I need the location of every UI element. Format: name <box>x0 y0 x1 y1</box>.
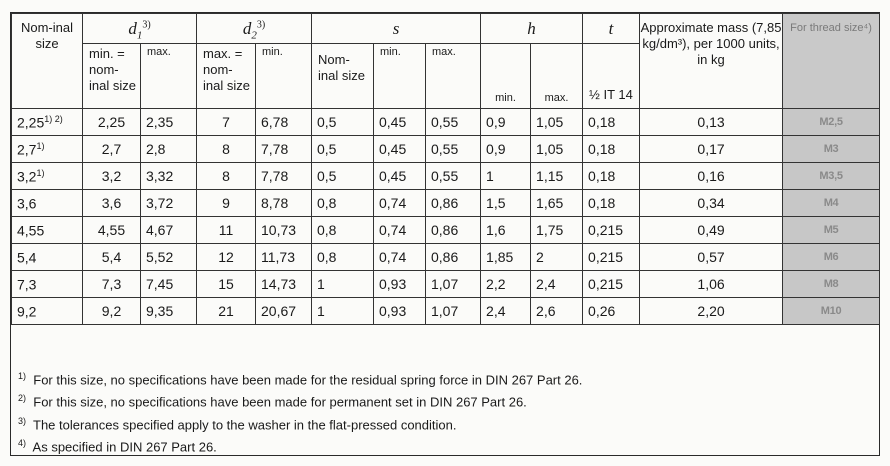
cell-mass: 0,17 <box>640 136 783 163</box>
cell-s-max: 1,07 <box>426 298 481 325</box>
cell-mass: 0,57 <box>640 244 783 271</box>
header-s-max: max. <box>426 44 481 109</box>
cell-d1-min: 3,6 <box>83 190 141 217</box>
cell-h-max: 1,05 <box>531 136 583 163</box>
cell-mass: 1,06 <box>640 271 783 298</box>
cell-t: 0,18 <box>583 163 640 190</box>
header-approximate-mass: Approximate mass (7,85 kg/dm³), per 1000 units, in kg <box>640 14 783 109</box>
table-row <box>12 163 880 190</box>
cell-s-max: 0,55 <box>426 163 481 190</box>
cell-t: 0,18 <box>583 109 640 136</box>
cell-thread-size: M4 <box>783 190 880 217</box>
cell-h-max: 1,75 <box>531 217 583 244</box>
cell-h-min: 2,4 <box>481 298 531 325</box>
cell-d1-max: 2,35 <box>141 109 197 136</box>
cell-d1-max: 3,32 <box>141 163 197 190</box>
footnote-2: $^{2)}$ For this size, no specifications have been made for permanent set in DIN 267 Part 26. <box>18 393 527 410</box>
cell-thread-size: M8 <box>783 271 880 298</box>
cell-mass: 0,34 <box>640 190 783 217</box>
cell-mass: 0,49 <box>640 217 783 244</box>
cell-s-nominal: 0,8 <box>312 190 374 217</box>
table-row <box>12 298 880 325</box>
cell-d1-min: 2,7 <box>83 136 141 163</box>
cell-t: 0,215 <box>583 217 640 244</box>
cell-d2-max: 8 <box>197 163 256 190</box>
cell-mass: 2,20 <box>640 298 783 325</box>
table-row <box>12 217 880 244</box>
table-row <box>12 244 880 271</box>
header-h: h <box>481 14 583 44</box>
washer-dimensions-table <box>11 13 880 325</box>
cell-d2-max: 15 <box>197 271 256 298</box>
cell-thread-size: M3,5 <box>783 163 880 190</box>
cell-s-nominal: 0,5 <box>312 163 374 190</box>
cell-s-max: 0,55 <box>426 136 481 163</box>
cell-s-min: 0,45 <box>374 109 426 136</box>
cell-h-min: 1 <box>481 163 531 190</box>
cell-s-nominal: 0,8 <box>312 217 374 244</box>
footnote-3: $^{3)}$ The tolerances specified apply to the washer in the flat-pressed condition. <box>18 415 457 432</box>
cell-h-max: 2,4 <box>531 271 583 298</box>
cell-s-nominal: 1 <box>312 298 374 325</box>
cell-d2-min: 8,78 <box>256 190 312 217</box>
header-d1: $d_1^{3)}$ <box>83 14 197 44</box>
header-d2-min: min. <box>256 44 312 109</box>
cell-d2-max: 7 <box>197 109 256 136</box>
cell-thread-size: M6 <box>783 244 880 271</box>
cell-thread-size: M3 <box>783 136 880 163</box>
cell-h-min: 0,9 <box>481 136 531 163</box>
cell-h-min: 1,85 <box>481 244 531 271</box>
header-t: t <box>583 14 640 44</box>
cell-nominal-size: 4,55 <box>12 217 83 244</box>
table-row <box>12 190 880 217</box>
cell-t: 0,215 <box>583 244 640 271</box>
cell-s-min: 0,74 <box>374 244 426 271</box>
cell-s-min: 0,93 <box>374 271 426 298</box>
cell-s-max: 0,86 <box>426 217 481 244</box>
cell-s-max: 0,86 <box>426 190 481 217</box>
cell-d1-max: 4,67 <box>141 217 197 244</box>
cell-d1-max: 3,72 <box>141 190 197 217</box>
cell-h-max: 1,65 <box>531 190 583 217</box>
cell-d2-min: 6,78 <box>256 109 312 136</box>
cell-h-min: 1,5 <box>481 190 531 217</box>
header-s: s <box>312 14 481 44</box>
cell-d2-max: 11 <box>197 217 256 244</box>
cell-s-min: 0,74 <box>374 217 426 244</box>
cell-h-min: 1,6 <box>481 217 531 244</box>
cell-s-nominal: 0,5 <box>312 136 374 163</box>
cell-t: 0,26 <box>583 298 640 325</box>
header-d2: $d_2^{3)}$ <box>197 14 312 44</box>
cell-thread-size: M5 <box>783 217 880 244</box>
cell-s-nominal: 0,8 <box>312 244 374 271</box>
cell-thread-size: M2,5 <box>783 109 880 136</box>
cell-h-max: 2,6 <box>531 298 583 325</box>
cell-d2-min: 11,73 <box>256 244 312 271</box>
header-s-min: min. <box>374 44 426 109</box>
cell-nominal-size: 7,3 <box>12 271 83 298</box>
cell-nominal-size: 9,2 <box>12 298 83 325</box>
footnote-1: $^{1)}$ For this size, no specifications have been made for the residual spring force in DIN 267 Part 26. <box>18 371 583 388</box>
cell-d2-min: 14,73 <box>256 271 312 298</box>
cell-d2-min: 7,78 <box>256 163 312 190</box>
cell-h-max: 1,15 <box>531 163 583 190</box>
cell-s-max: 0,86 <box>426 244 481 271</box>
cell-h-min: 0,9 <box>481 109 531 136</box>
header-nominal-size: Nom-inal size <box>12 14 83 109</box>
cell-s-min: 0,93 <box>374 298 426 325</box>
cell-s-nominal: 0,5 <box>312 109 374 136</box>
footnotes <box>18 367 868 456</box>
cell-s-min: 0,45 <box>374 163 426 190</box>
cell-s-min: 0,74 <box>374 190 426 217</box>
footnote-4: $^{4)}$ As specified in DIN 267 Part 26. <box>18 437 217 455</box>
cell-t: 0,215 <box>583 271 640 298</box>
cell-s-max: 1,07 <box>426 271 481 298</box>
header-t-tolerance: ½ IT 14 <box>583 44 640 109</box>
cell-nominal-size: 5,4 <box>12 244 83 271</box>
cell-t: 0,18 <box>583 136 640 163</box>
cell-h-max: 1,05 <box>531 109 583 136</box>
header-d1-max: max. <box>141 44 197 109</box>
cell-d1-max: 9,35 <box>141 298 197 325</box>
header-d1-min: min. = nom-inal size <box>83 44 141 109</box>
cell-h-min: 2,2 <box>481 271 531 298</box>
cell-d2-max: 21 <box>197 298 256 325</box>
cell-d1-min: 7,3 <box>83 271 141 298</box>
header-h-max: max. <box>531 44 583 109</box>
cell-d2-max: 8 <box>197 136 256 163</box>
cell-d2-min: 20,67 <box>256 298 312 325</box>
header-thread-size: For thread size⁴) <box>783 14 880 109</box>
cell-d1-min: 4,55 <box>83 217 141 244</box>
cell-d1-min: 5,4 <box>83 244 141 271</box>
table-row <box>12 136 880 163</box>
header-h-min: min. <box>481 44 531 109</box>
header-d2-max: max. = nom-inal size <box>197 44 256 109</box>
cell-d1-min: 9,2 <box>83 298 141 325</box>
cell-nominal-size: 3,6 <box>12 190 83 217</box>
cell-d1-min: 3,2 <box>83 163 141 190</box>
table-row <box>12 109 880 136</box>
cell-d2-max: 12 <box>197 244 256 271</box>
cell-d2-min: 10,73 <box>256 217 312 244</box>
header-s-nominal: Nom-inal size <box>312 44 374 109</box>
cell-nominal-size: 3,2$^{1)}$ <box>12 163 83 190</box>
cell-d1-max: 7,45 <box>141 271 197 298</box>
cell-s-max: 0,55 <box>426 109 481 136</box>
cell-t: 0,18 <box>583 190 640 217</box>
table-row <box>12 271 880 298</box>
cell-h-max: 2 <box>531 244 583 271</box>
cell-mass: 0,16 <box>640 163 783 190</box>
cell-d1-min: 2,25 <box>83 109 141 136</box>
cell-nominal-size: 2,25$^{1)}$ $^{2)}$ <box>12 109 83 136</box>
cell-d2-min: 7,78 <box>256 136 312 163</box>
cell-thread-size: M10 <box>783 298 880 325</box>
cell-mass: 0,13 <box>640 109 783 136</box>
cell-s-nominal: 1 <box>312 271 374 298</box>
cell-d1-max: 2,8 <box>141 136 197 163</box>
cell-nominal-size: 2,7$^{1)}$ <box>12 136 83 163</box>
cell-s-min: 0,45 <box>374 136 426 163</box>
cell-d2-max: 9 <box>197 190 256 217</box>
cell-d1-max: 5,52 <box>141 244 197 271</box>
